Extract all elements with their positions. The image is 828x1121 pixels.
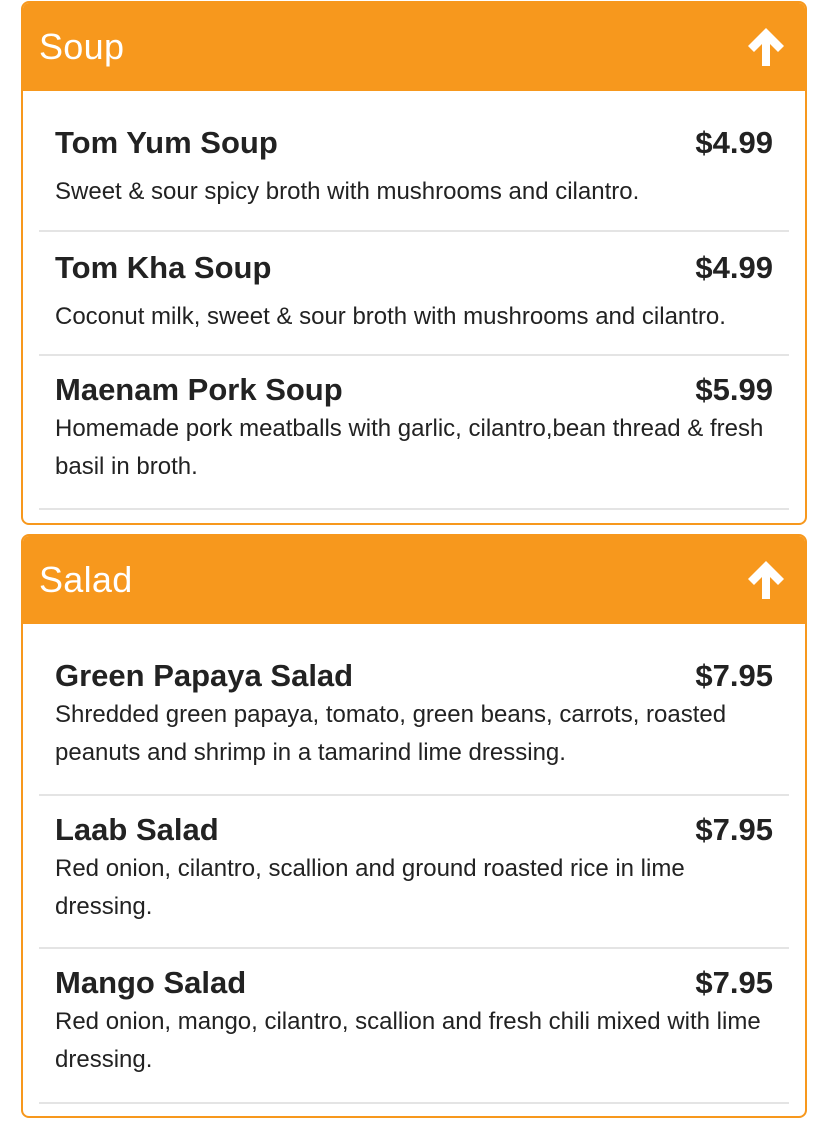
arrow-up-icon[interactable]: [743, 24, 789, 70]
item-name: Mango Salad: [55, 965, 247, 1000]
item-description: Red onion, mango, cilantro, scallion and fresh chili mixed with lime dressing.: [55, 1008, 761, 1073]
menu-section-soup: [21, 1, 807, 525]
menu-section-salad: [21, 534, 807, 1118]
item-price: $7.95: [695, 658, 773, 693]
item-price: $4.99: [695, 125, 773, 160]
item-name: Green Papaya Salad: [55, 658, 354, 693]
item-name: Laab Salad: [55, 812, 219, 847]
item-list: [23, 91, 805, 510]
menu-item[interactable]: [39, 796, 789, 949]
item-description: Coconut milk, sweet & sour broth with mushrooms and cilantro.: [55, 303, 726, 330]
menu-item[interactable]: [39, 949, 789, 1104]
item-price: $5.99: [695, 372, 773, 407]
section-header-soup[interactable]: [23, 3, 805, 91]
menu-item[interactable]: [39, 624, 789, 796]
item-description: Sweet & sour spicy broth with mushrooms and cilantro.: [55, 178, 640, 205]
menu-item[interactable]: [39, 356, 789, 510]
item-price: $4.99: [695, 250, 773, 285]
section-header-salad[interactable]: [23, 536, 805, 624]
section-title: Soup: [39, 26, 125, 67]
item-description: Shredded green papaya, tomato, green beans, carrots, roasted peanuts and shrimp in a tamarind lime dressing.: [55, 701, 727, 766]
item-description: Homemade pork meatballs with garlic, cilantro,bean thread & fresh basil in broth.: [55, 415, 764, 480]
item-price: $7.95: [695, 812, 773, 847]
item-name: Maenam Pork Soup: [55, 372, 343, 407]
item-list: [23, 624, 805, 1104]
item-name: Tom Kha Soup: [55, 250, 272, 285]
arrow-up-icon[interactable]: [743, 557, 789, 603]
item-description: Red onion, cilantro, scallion and ground roasted rice in lime dressing.: [55, 855, 685, 920]
menu-item[interactable]: [39, 232, 789, 356]
menu-item[interactable]: [39, 91, 789, 232]
item-price: $7.95: [695, 965, 773, 1000]
item-name: Tom Yum Soup: [55, 125, 278, 160]
section-title: Salad: [39, 559, 133, 600]
